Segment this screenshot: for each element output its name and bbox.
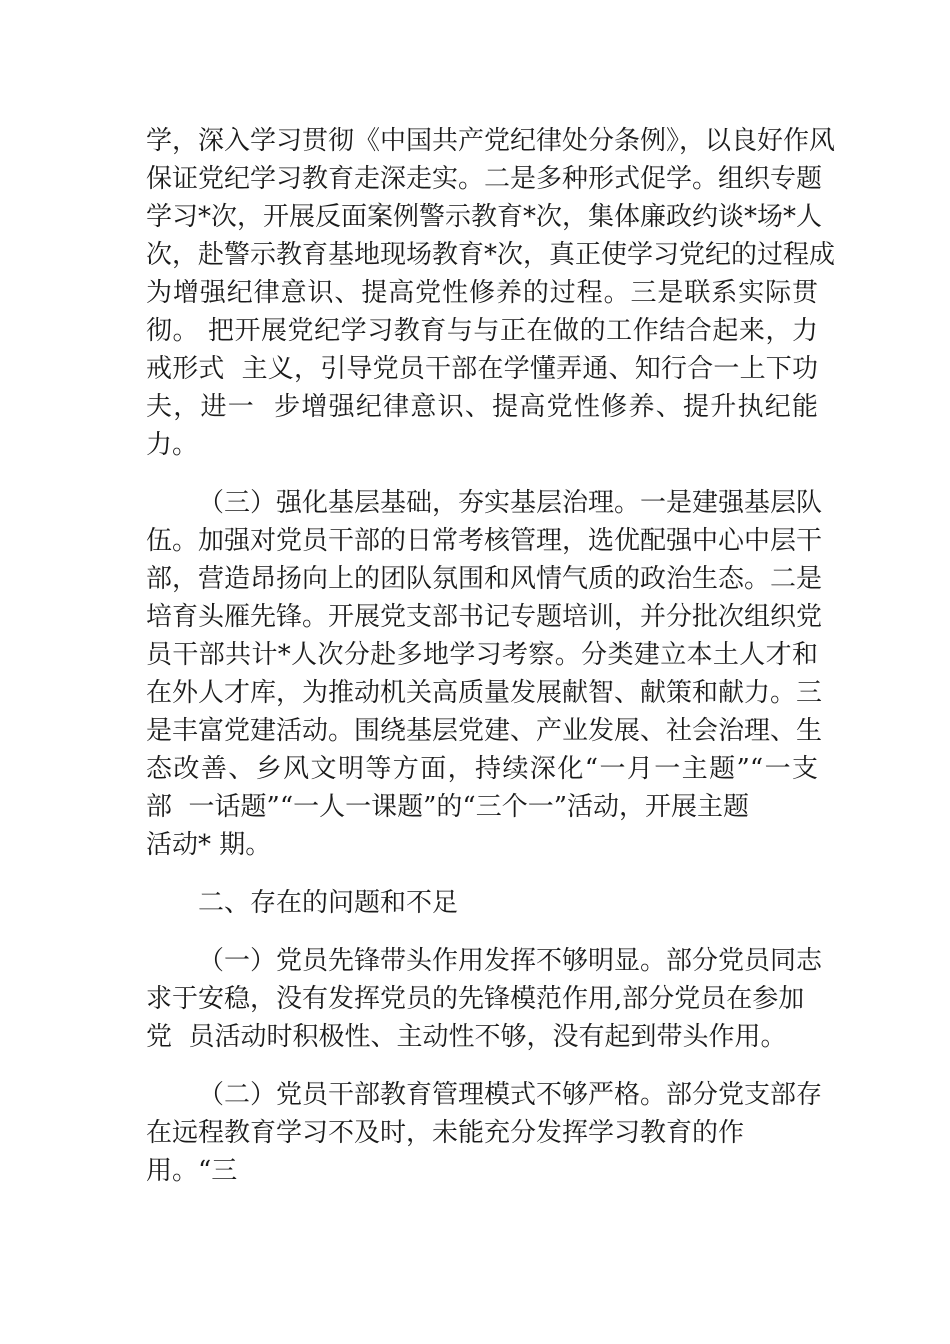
text-line: 用。“三 [146,1156,238,1186]
text-line: 力。 [146,430,199,460]
text-line: 为增强纪律意识、提高党性修养的过程。三是联系实际贯 [146,278,818,308]
text-line: 在远程教育学习不及时，未能充分发挥学习教育的作 [146,1118,745,1148]
paragraph-discipline-study [146,122,836,464]
text-line: 次，赴警示教育基地现场教育*次，真正使学习党纪的过程成 [146,240,836,270]
text-line: 彻。 把开展党纪学习教育与与正在做的工作结合起来，力 [146,316,818,346]
section-heading [146,884,818,922]
text-line: 员干部共计*人次分赴多地学习考察。分类建立本土人才和 [146,640,818,670]
text-line: 部，营造昂扬向上的团队氛围和风情气质的政治生态。二是 [146,564,823,594]
text-line: 态改善、乡风文明等方面，持续深化“一月一主题”“一支 [146,754,818,784]
text-line: 党 员活动时积极性、主动性不够，没有起到带头作用。 [146,1022,787,1052]
text-line: 培育头雁先锋。开展党支部书记专题培训，并分批次组织党 [146,602,823,632]
heading-text: 二、存在的问题和不足 [198,888,459,918]
text-line: 是丰富党建活动。围绕基层党建、产业发展、社会治理、生 [146,716,823,746]
text-line: （三）强化基层基础，夯实基层治理。一是建强基层队 [198,488,823,518]
text-line: 伍。加强对党员干部的日常考核管理，选优配强中心中层干 [146,526,823,556]
text-line: 戒形式 主义，引导党员干部在学懂弄通、知行合一上下功 [146,354,818,384]
text-line: （二）党员干部教育管理模式不够严格。部分党支部存 [198,1080,823,1110]
document-body [146,122,836,1210]
text-line: 活动* 期。 [146,830,272,860]
text-line: 保证党纪学习教育走深走实。二是多种形式促学。组织专题 [146,164,823,194]
text-line: 部 一话题”“一人一课题”的“三个一”活动，开展主题 [146,792,749,822]
paragraph-grassroots-foundation [146,484,823,864]
text-line: 夫，进一 步增强纪律意识、提高党性修养、提升执纪能 [146,392,818,422]
text-line: （一）党员先锋带头作用发挥不够明显。部分党员同志 [198,946,823,976]
text-line: 学，深入学习贯彻《中国共产党纪律处分条例》，以良好作风 [146,126,836,156]
text-line: 学习*次，开展反面案例警示教育*次，集体廉政约谈*场*人 [146,202,823,232]
paragraph-vanguard-role [146,942,823,1056]
text-line: 在外人才库，为推动机关高质量发展献智、献策和献力。三 [146,678,823,708]
text-line: 求于安稳，没有发挥党员的先锋模范作用,部分党员在参加 [146,984,805,1014]
paragraph-education-management [146,1076,823,1190]
